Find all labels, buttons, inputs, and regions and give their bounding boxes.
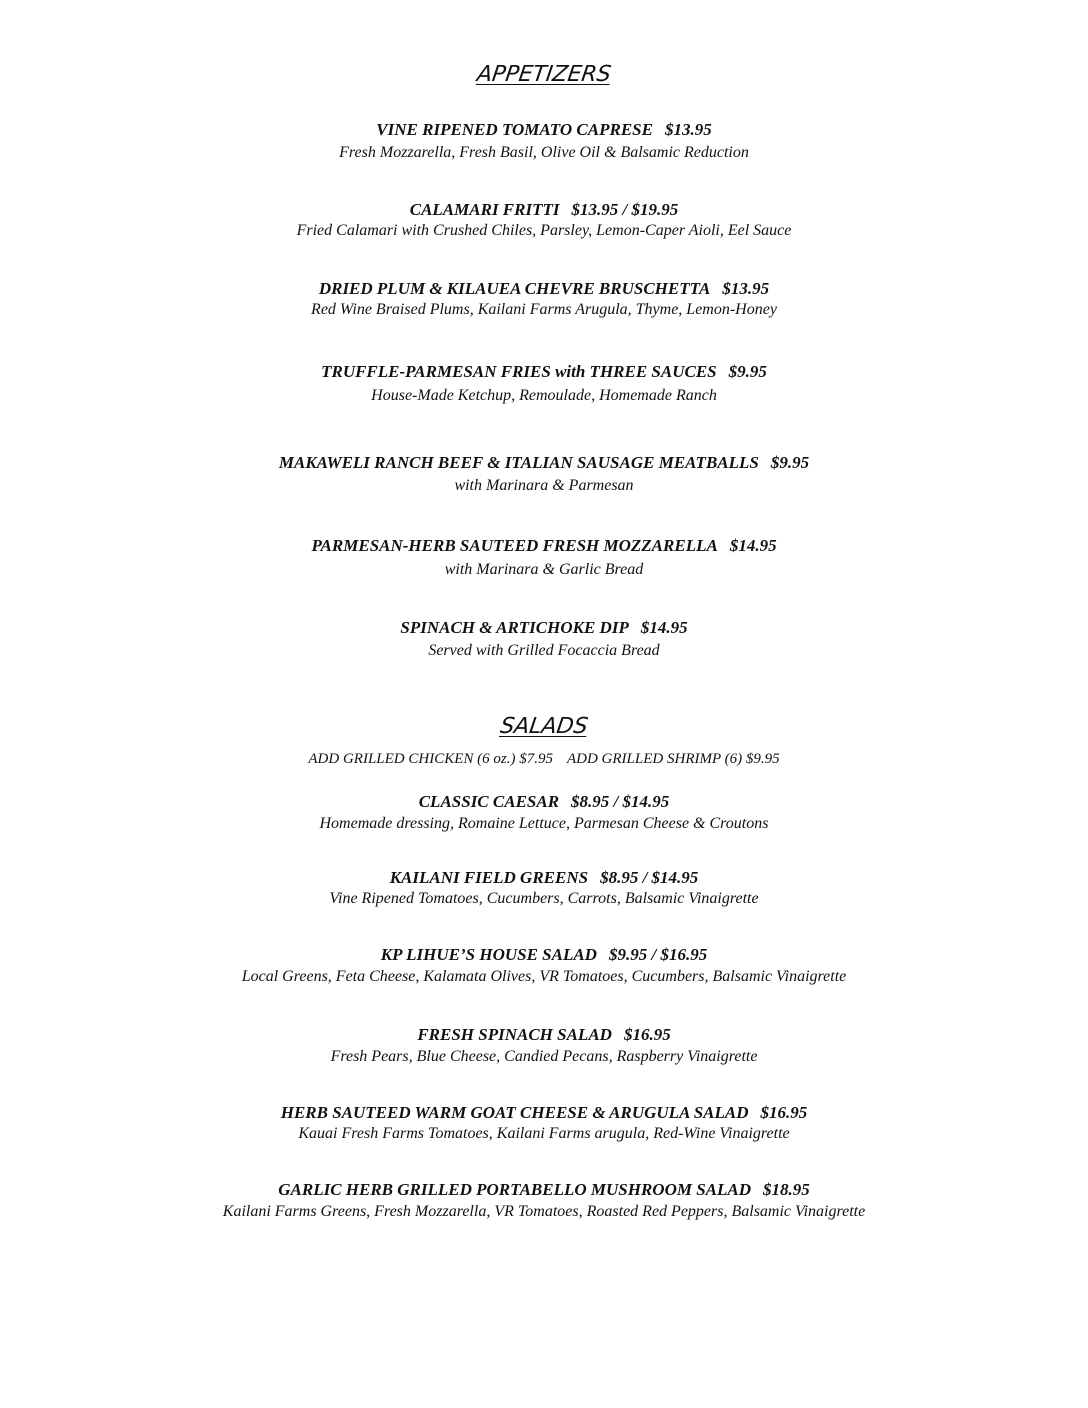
item-name: GARLIC HERB GRILLED PORTABELLO MUSHROOM SALAD xyxy=(278,1180,752,1199)
item-price: $13.95 xyxy=(722,279,770,298)
addon-chicken: ADD GRILLED CHICKEN (6 oz.) $7.95 xyxy=(308,751,553,767)
appetizers-heading xyxy=(0,62,1088,87)
menu-item-caesar xyxy=(0,792,1088,812)
salads-title: SALADS xyxy=(498,714,590,739)
item-name: FRESH SPINACH SALAD xyxy=(417,1025,612,1044)
item-price: $13.95 / $19.95 xyxy=(571,200,679,219)
item-description: with Marinara & Garlic Bread xyxy=(444,561,644,578)
item-name: SPINACH & ARTICHOKE DIP xyxy=(400,618,629,637)
menu-item-meatballs xyxy=(0,453,1088,473)
item-name: HERB SAUTEED WARM GOAT CHEESE & ARUGULA SALAD xyxy=(280,1103,749,1122)
item-price: $16.95 xyxy=(760,1103,808,1122)
item-description: Kauai Fresh Farms Tomatoes, Kailani Farms arugula, Red-Wine Vinaigrette xyxy=(298,1125,790,1142)
item-description: House-Made Ketchup, Remoulade, Homemade Ranch xyxy=(371,387,717,404)
item-price: $13.95 xyxy=(664,120,712,139)
menu-item-fries xyxy=(0,362,1088,382)
item-description: Kailani Farms Greens, Fresh Mozzarella, VR Tomatoes, Roasted Red Peppers, Balsamic Vinaigrette xyxy=(222,1203,866,1220)
menu-item-mozzarella xyxy=(0,536,1088,556)
item-price: $8.95 / $14.95 xyxy=(600,868,699,887)
item-description: Fresh Pears, Blue Cheese, Candied Pecans, Raspberry Vinaigrette xyxy=(330,1048,758,1065)
item-description: Red Wine Braised Plums, Kailani Farms Arugula, Thyme, Lemon-Honey xyxy=(311,301,777,318)
item-price: $9.95 / $16.95 xyxy=(608,945,708,964)
item-price: $16.95 xyxy=(623,1025,671,1044)
menu-item-caprese xyxy=(0,120,1088,140)
item-name: CLASSIC CAESAR xyxy=(418,792,560,811)
addon-shrimp: ADD GRILLED SHRIMP (6) $9.95 xyxy=(566,751,780,767)
menu-item-goat-cheese-salad xyxy=(0,1103,1088,1123)
appetizers-title: APPETIZERS xyxy=(475,62,613,87)
item-description: Vine Ripened Tomatoes, Cucumbers, Carrots, Balsamic Vinaigrette xyxy=(329,890,759,907)
menu-item-calamari xyxy=(0,200,1088,220)
salads-heading xyxy=(0,714,1088,739)
menu-item-dip xyxy=(0,618,1088,638)
item-name: DRIED PLUM & KILAUEA CHEVRE BRUSCHETTA xyxy=(318,279,711,298)
menu-item-bruschetta xyxy=(0,279,1088,299)
item-description: Local Greens, Feta Cheese, Kalamata Olives, VR Tomatoes, Cucumbers, Balsamic Vinaigrette xyxy=(241,968,847,985)
menu-item-field-greens xyxy=(0,868,1088,888)
item-price: $14.95 xyxy=(729,536,777,555)
item-price: $14.95 xyxy=(640,618,688,637)
item-price: $18.95 xyxy=(763,1180,810,1199)
item-price: $9.95 xyxy=(728,362,767,381)
menu-item-portabello-salad xyxy=(0,1180,1088,1200)
item-name: CALAMARI FRITTI xyxy=(409,200,560,219)
menu-item-house-salad xyxy=(0,945,1088,965)
item-name: KAILANI FIELD GREENS xyxy=(389,868,589,887)
menu-item-spinach-salad xyxy=(0,1025,1088,1045)
item-description: Homemade dressing, Romaine Lettuce, Parmesan Cheese & Croutons xyxy=(319,815,769,832)
item-name: PARMESAN-HERB SAUTEED FRESH MOZZARELLA xyxy=(311,536,718,555)
item-name: VINE RIPENED TOMATO CAPRESE xyxy=(376,120,653,139)
item-description: Fried Calamari with Crushed Chiles, Parsley, Lemon-Caper Aioli, Eel Sauce xyxy=(296,222,792,239)
item-price: $8.95 / $14.95 xyxy=(571,792,670,811)
item-name: TRUFFLE-PARMESAN FRIES with THREE SAUCES xyxy=(321,362,717,381)
item-description: with Marinara & Parmesan xyxy=(454,477,634,494)
item-price: $9.95 xyxy=(770,453,810,472)
salad-addons xyxy=(0,751,1088,768)
item-description: Served with Grilled Focaccia Bread xyxy=(428,642,660,659)
item-name: MAKAWELI RANCH BEEF & ITALIAN SAUSAGE MEATBALLS xyxy=(278,453,759,472)
item-name: KP LIHUE’S HOUSE SALAD xyxy=(380,945,597,964)
item-description: Fresh Mozzarella, Fresh Basil, Olive Oil & Balsamic Reduction xyxy=(339,144,749,161)
